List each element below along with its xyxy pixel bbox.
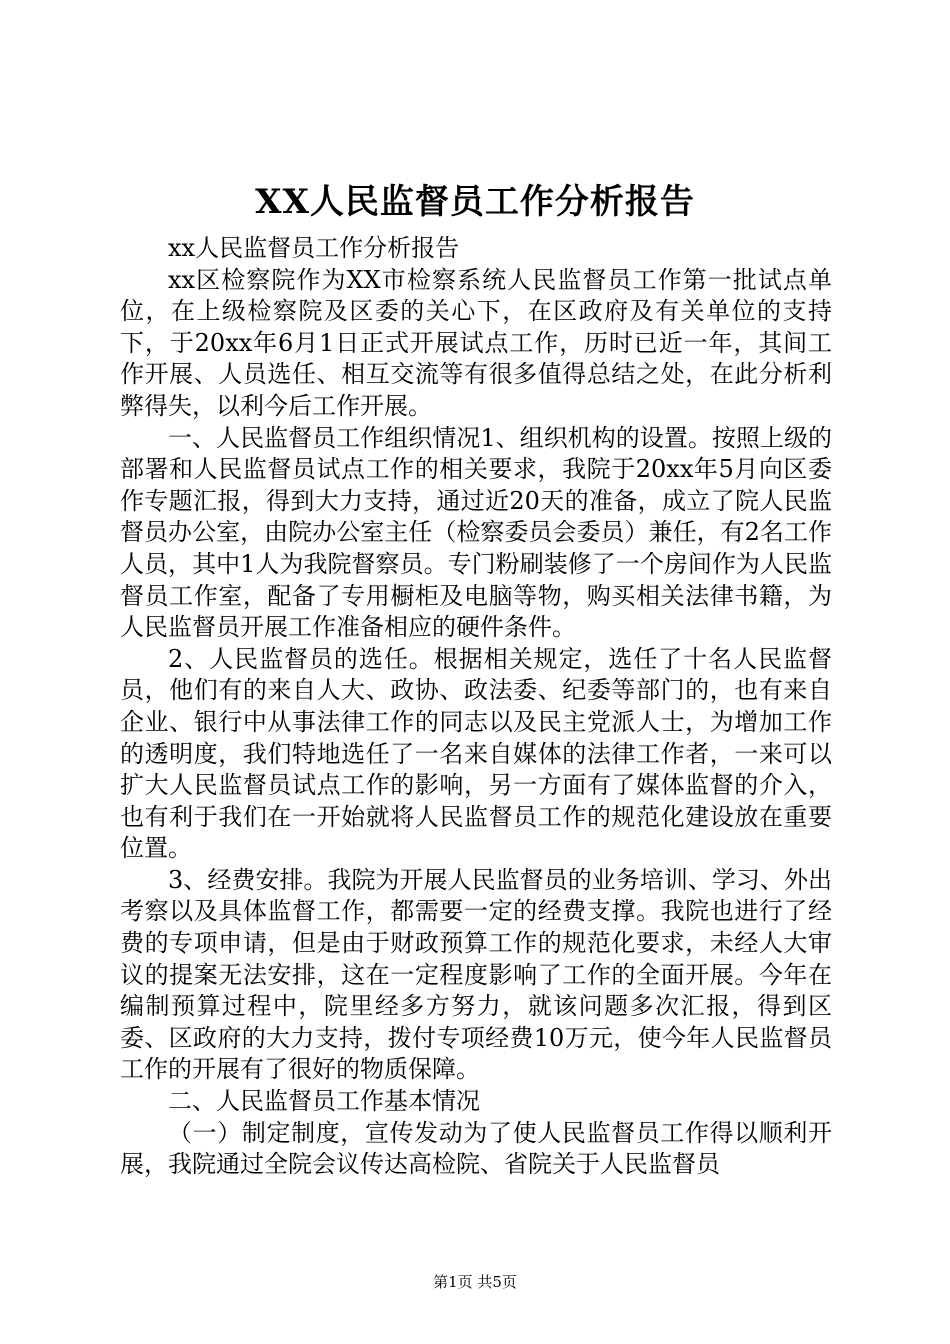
page-number: 第1页 共5页 [433, 1273, 517, 1291]
paragraph-funding: 3、经费安排。我院为开展人民监督员的业务培训、学习、外出考察以及具体监督工作，都需要一定的经费支撑。我院也进行了经费的专项申请，但是由于财政预算工作的规范化要求，未经人大审议的提案无法安排，这在一定程度影响了工作的全面开展。今年在编制预算过程中，院里经多方努力，就该问题多次汇报，得到区委、区政府的大力支持，拨付专项经费10万元，使今年人民监督员工作的开展有了很好的物质保障。 [120, 865, 832, 1084]
paragraph-section-1: 一、人民监督员工作组织情况1、组织机构的设置。按照上级的部署和人民监督员试点工作的相关要求，我院于20xx年5月向区委作专题汇报，得到大力支持，通过近20天的准备，成立了院人民监督员办公室，由院办公室主任（检察委员会委员）兼任，有2名工作人员，其中1人为我院督察员。专门粉刷装修了一个房间作为人民监督员工作室，配备了专用橱柜及电脑等物，购买相关法律书籍，为人民监督员开展工作准备相应的硬件条件。 [120, 423, 832, 642]
paragraph-section-2-heading: 二、人民监督员工作基本情况 [168, 1087, 480, 1116]
paragraph-intro: xx区检察院作为XX市检察系统人民监督员工作第一批试点单位，在上级检察院及区委的关心下，在区政府及有关单位的支持下，于20xx年6月1日正式开展试点工作，历时已近一年，其间工作开展、人员选任、相互交流等有很多值得总结之处，在此分析利弊得失，以利今后工作开展。 [120, 265, 832, 420]
document-title: XX人民监督员工作分析报告 [255, 182, 695, 222]
document-body [120, 233, 832, 1181]
paragraph-subtitle: xx人民监督员工作分析报告 [168, 234, 460, 262]
paragraph-section-2-1: （一）制定制度，宣传发动为了使人民监督员工作得以顺利开展，我院通过全院会议传达高检院、省院关于人民监督员 [120, 1118, 832, 1179]
paragraph-selection: 2、人民监督员的选任。根据相关规定，选任了十名人民监督员，他们有的来自人大、政协、政法委、纪委等部门的，也有来自企业、银行中从事法律工作的同志以及民主党派人士，为增加工作的透明度，我们特地选任了一名来自媒体的法律工作者，一来可以扩大人民监督员试点工作的影响，另一方面有了媒体监督的介入，也有利于我们在一开始就将人民监督员工作的规范化建设放在重要位置。 [120, 644, 832, 863]
